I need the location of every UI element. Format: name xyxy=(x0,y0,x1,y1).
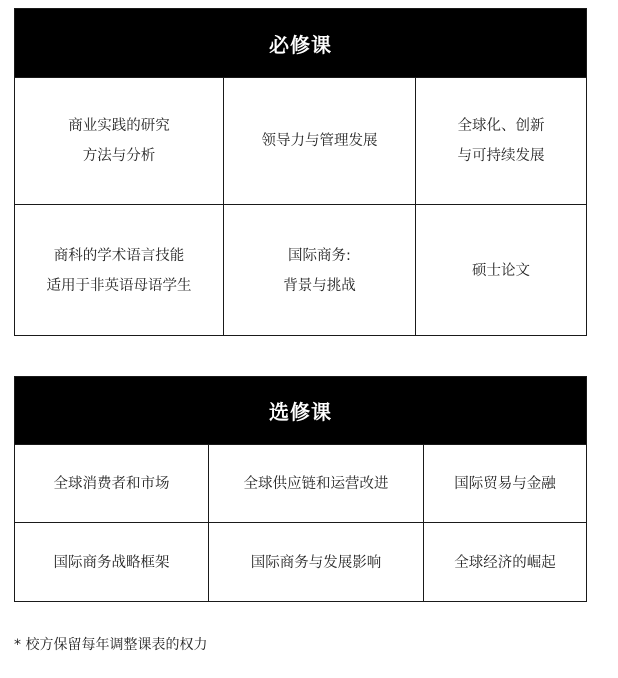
course-cell: 商科的学术语言技能 适用于非英语母语学生 xyxy=(15,205,224,336)
course-cell: 全球化、创新 与可持续发展 xyxy=(416,78,586,205)
course-cell: 国际商务战略框架 xyxy=(15,523,209,602)
course-cell: 国际商务: 背景与挑战 xyxy=(224,205,416,336)
elective-courses-table xyxy=(14,376,587,602)
elective-courses-header: 选修课 xyxy=(15,377,586,444)
course-cell: 国际商务与发展影响 xyxy=(209,523,424,602)
required-courses-grid xyxy=(15,77,586,336)
course-cell: 全球经济的崛起 xyxy=(454,554,556,571)
elective-courses-grid xyxy=(15,444,586,602)
course-cell: 硕士论文 xyxy=(472,262,530,279)
required-courses-table xyxy=(14,8,587,336)
course-cell: 领导力与管理发展 xyxy=(224,78,416,205)
course-cell: 商业实践的研究 方法与分析 xyxy=(15,78,224,205)
course-cell: 全球供应链和运营改进 xyxy=(209,445,424,523)
footnote: * 校方保留每年调整课表的权力 xyxy=(14,637,208,653)
course-cell: 全球消费者和市场 xyxy=(15,445,209,523)
required-courses-header: 必修课 xyxy=(15,9,586,77)
course-cell: 国际贸易与金融 xyxy=(424,445,586,523)
